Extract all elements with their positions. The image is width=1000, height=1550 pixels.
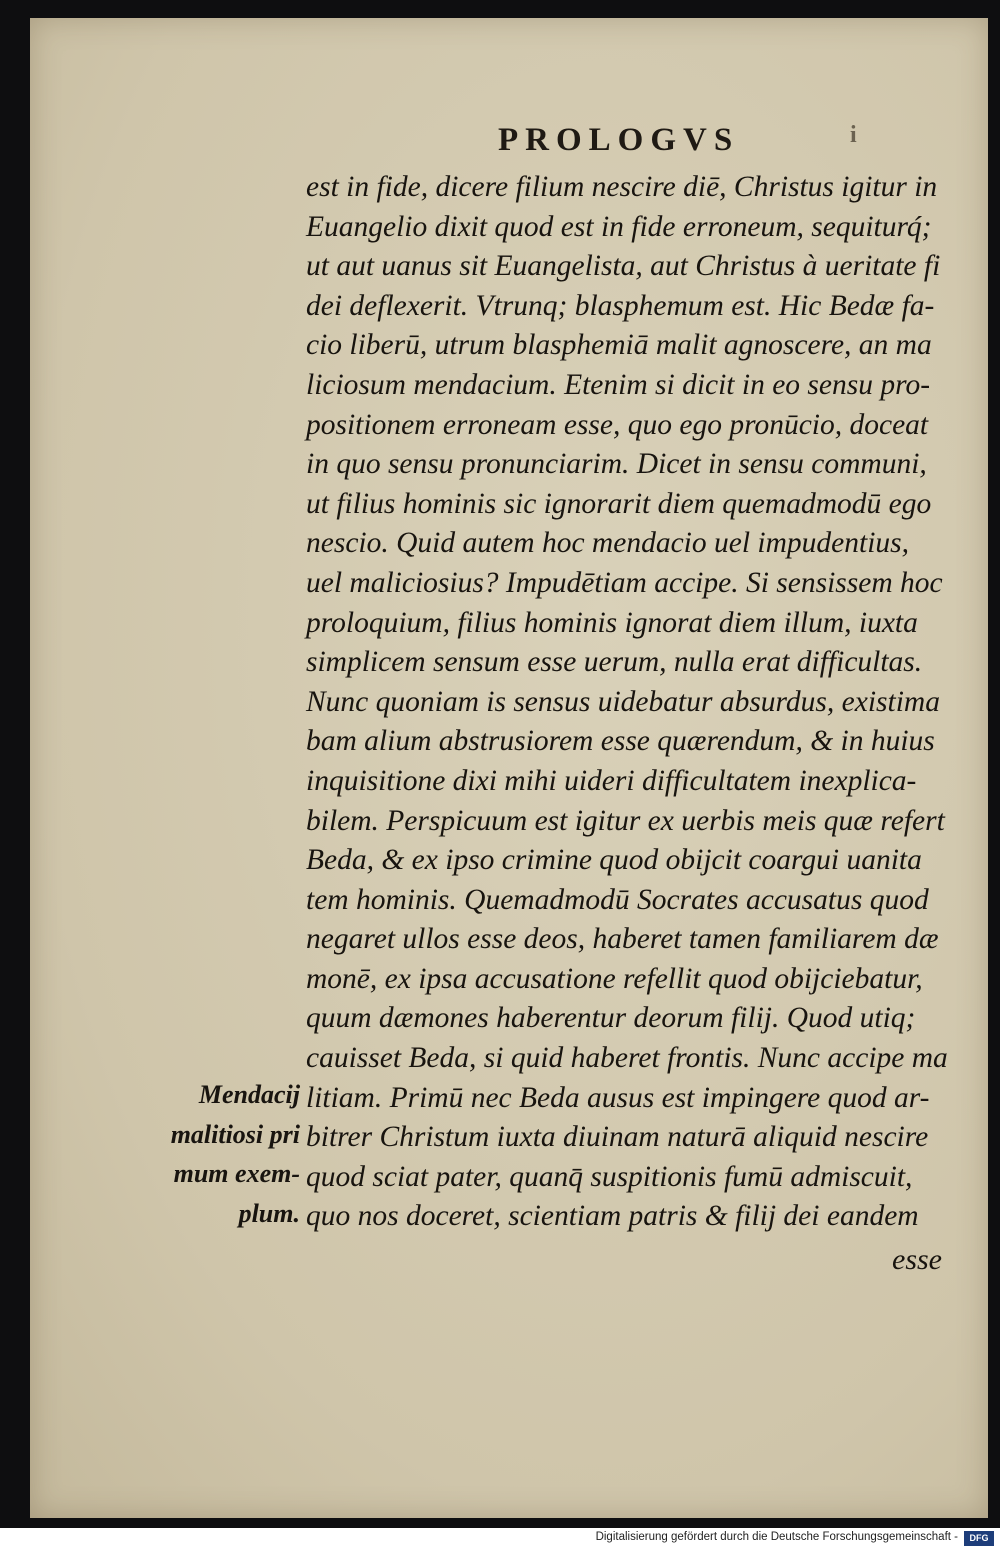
body-text	[306, 168, 956, 1237]
text-line: inquisitione dixi mihi uideri difficultatem inexplica-	[306, 764, 917, 797]
margin-note-line: plum.	[238, 1198, 300, 1228]
running-head-title: PROLOGVS	[498, 122, 740, 158]
text-line: proloquium, filius hominis ignorat diem illum, iuxta	[306, 606, 918, 639]
dfg-logo: DFG	[964, 1531, 994, 1546]
text-line: uel maliciosius? Impudētiam accipe. Si sensissem hoc	[306, 566, 943, 599]
text-line: bitrer Christum iuxta diuinam naturā aliquid nescire	[306, 1121, 929, 1154]
running-head	[470, 116, 910, 166]
book-page	[30, 18, 988, 1518]
text-line: Euangelio dixit quod est in fide erroneum, sequiturq́;	[306, 210, 932, 243]
text-line: ut aut uanus sit Euangelista, aut Christus à ueritate fi	[306, 250, 941, 283]
text-line: quod sciat pater, quanq̄ suspitionis fumū admiscuit,	[306, 1160, 913, 1193]
text-line: positionem erroneam esse, quo ego pronūcio, doceat	[306, 408, 929, 441]
margin-note	[150, 1075, 300, 1233]
text-line: cio liberū, utrum blasphemiā malit agnoscere, an ma	[306, 329, 932, 362]
text-line: Nunc quoniam is sensus uidebatur absurdus, existima	[306, 685, 940, 718]
margin-note-line: mum exem-	[173, 1159, 300, 1188]
text-line: liciosum mendacium. Etenim si dicit in eo sensu pro-	[306, 368, 931, 401]
text-line: bilem. Perspicuum est igitur ex uerbis meis quæ refert	[306, 804, 945, 837]
text-line: nescio. Quid autem hoc mendacio uel impudentius,	[306, 527, 909, 560]
text-line: simplicem sensum esse uerum, nulla erat difficultas.	[306, 646, 923, 679]
text-line: negaret ullos esse deos, haberet tamen familiarem dæ	[306, 923, 939, 956]
text-line: monē, ex ipsa accusatione refellit quod obijciebatur,	[306, 962, 923, 995]
text-line: ut filius hominis sic ignorarit diem quemadmodū ego	[306, 487, 932, 520]
text-line: est in fide, dicere filium nescire diē, Christus igitur in	[306, 171, 938, 203]
catchword: esse	[892, 1243, 942, 1276]
folio-number: i	[850, 122, 864, 148]
margin-note-line: malitiosi pri	[170, 1119, 300, 1149]
text-line: dei deflexerit. Vtrunq; blasphemum est. Hic Bedæ fa-	[306, 289, 935, 322]
text-line: quum dæmones haberentur deorum filij. Quod utiq;	[306, 1002, 916, 1035]
text-line: bam alium abstrusiorem esse quærendum, & in huius	[306, 725, 935, 758]
funding-credit: Digitalisierung gefördert durch die Deutsche Forschungsgemeinschaft -	[595, 1531, 958, 1543]
text-line: quo nos doceret, scientiam patris & filij dei eandem	[306, 1200, 919, 1233]
text-line: tem hominis. Quemadmodū Socrates accusatus quod	[306, 883, 929, 916]
text-line: cauisset Beda, si quid haberet frontis. Nunc accipe ma	[306, 1042, 948, 1075]
margin-note-line: Mendacij	[198, 1080, 300, 1109]
text-line: Beda, & ex ipso crimine quod obijcit coargui uanita	[306, 844, 922, 877]
footer-bar	[0, 1528, 1000, 1550]
text-line: litiam. Primū nec Beda ausus est impingere quod ar-	[306, 1081, 930, 1114]
text-line: in quo sensu pronunciarim. Dicet in sensu communi,	[306, 448, 927, 481]
